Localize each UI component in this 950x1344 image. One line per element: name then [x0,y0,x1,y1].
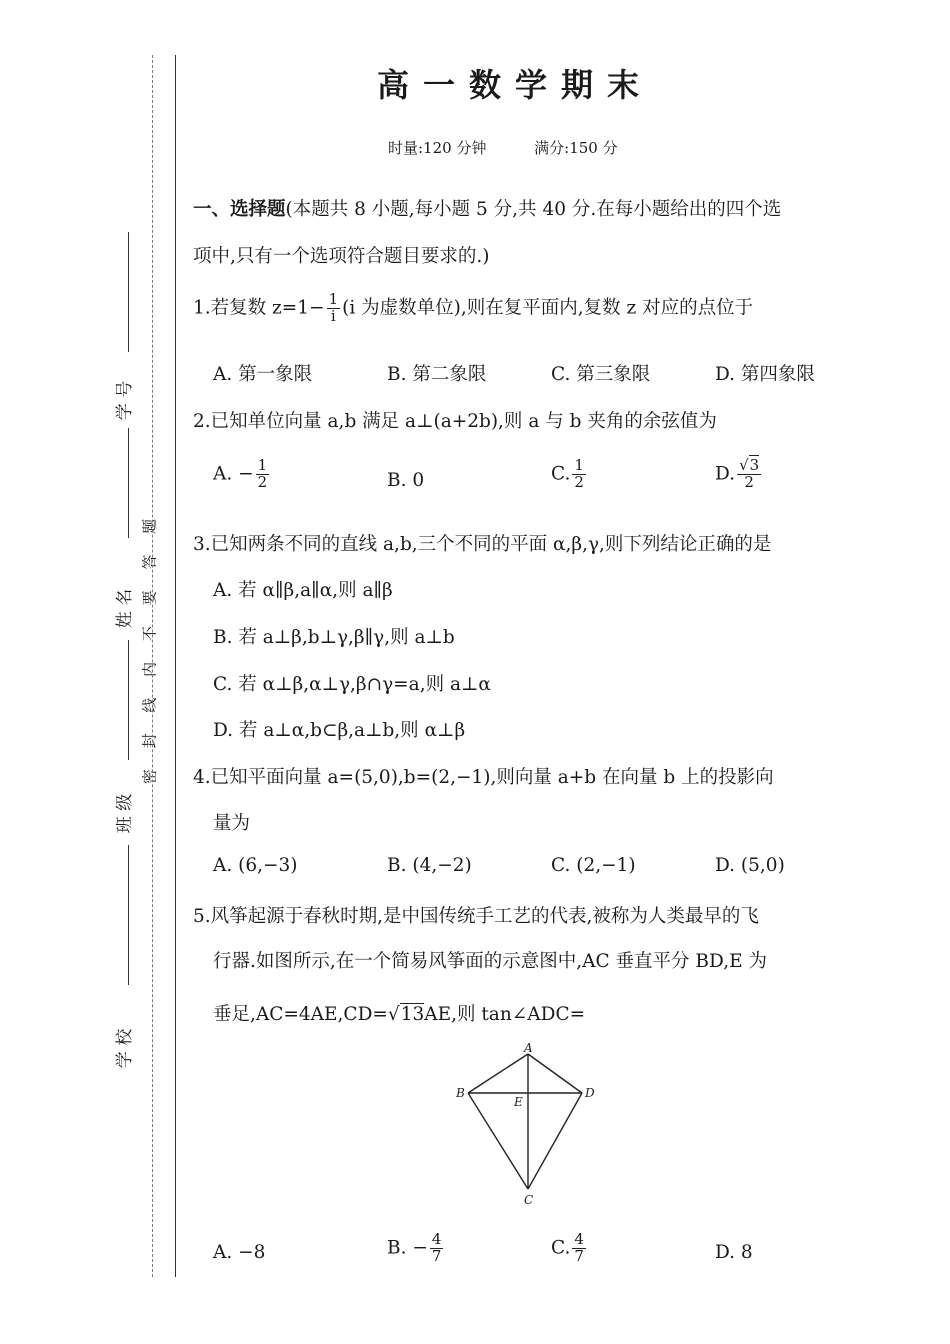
section-title: 一、选择题 [193,199,286,220]
seal-notice: 密 封 线 内 不 要 答 题 [140,510,159,785]
kite-edge-dc [528,1093,582,1189]
q2-option-d[interactable]: D. $\frac{√3}{2}$ [715,456,760,491]
question-2-stem: 2.已知单位向量 a,b 满足 a⊥(a+2b),则 a 与 b 夹角的余弦值为 [193,411,717,432]
kite-diagram [448,1042,608,1212]
q3-option-a[interactable]: A. 若 α∥β,a∥α,则 a∥β [213,580,393,601]
q1-option-c[interactable]: C. 第三象限 [551,364,651,385]
student-no-tail [128,428,129,538]
question-3-stem: 3.已知两条不同的直线 a,b,三个不同的平面 α,β,γ,则下列结论正确的是 [193,534,772,555]
binding-solid-line [175,55,176,1277]
kite-label-a: A [524,1042,533,1055]
q3-option-b[interactable]: B. 若 a⊥β,b⊥γ,β∥γ,则 a⊥b [213,627,455,648]
time-limit: 时量:120 分钟 [388,139,487,157]
section-desc-1: (本题共 8 小题,每小题 5 分,共 40 分.在每小题给出的四个选 [285,199,782,220]
q5-option-d[interactable]: D. 8 [715,1242,753,1263]
class-blank[interactable] [128,845,129,985]
q1-option-d[interactable]: D. 第四象限 [715,364,815,385]
q3-option-d[interactable]: D. 若 a⊥α,b⊂β,a⊥b,则 α⊥β [213,720,466,741]
q4-option-d[interactable]: D. (5,0) [715,855,785,876]
student-no-label: 学 号 [115,380,136,421]
q2-option-c[interactable]: C. $\frac{1}{2}$ [551,456,584,491]
name-blank[interactable] [128,640,129,760]
kite-label-e: E [514,1095,523,1109]
q4-option-a[interactable]: A. (6,−3) [213,855,298,876]
question-4-stem-1: 4.已知平面向量 a=(5,0),b=(2,−1),则向量 a+b 在向量 b 上的投影向 [193,767,774,788]
name-label: 姓 名 [115,588,136,629]
seal-dotted-line [152,55,153,1277]
q1-option-b[interactable]: B. 第二象限 [387,364,487,385]
q1-option-a[interactable]: A. 第一象限 [213,364,313,385]
student-no-blank[interactable] [128,232,129,352]
q5-option-c[interactable]: C. $\frac{4}{7}$ [551,1230,584,1265]
q4-option-b[interactable]: B. (4,−2) [387,855,472,876]
question-5-stem-3: 垂足,AC=4AE,CD=√13AE,则 tan∠ADC= [213,1004,586,1025]
q3-option-c[interactable]: C. 若 α⊥β,α⊥γ,β∩γ=a,则 a⊥α [213,674,491,695]
kite-label-c: C [524,1193,534,1207]
q5-option-b[interactable]: B. − $\frac{4}{7}$ [387,1230,442,1265]
q2-option-a[interactable]: A. − $\frac{1}{2}$ [213,456,268,491]
question-4-stem-2: 量为 [213,813,251,834]
section-heading [193,195,781,221]
full-score: 满分:150 分 [534,139,618,157]
school-label: 学 校 [115,1028,136,1069]
q2-option-b[interactable]: B. 0 [387,470,425,491]
kite-label-b: B [456,1086,465,1100]
q5-option-a[interactable]: A. −8 [213,1242,266,1263]
question-5-stem-1: 5.风筝起源于春秋时期,是中国传统手工艺的代表,被称为人类最早的飞 [193,906,759,927]
fraction: $\frac{1}{i}$ [328,290,339,325]
kite-edge-ad [528,1054,582,1093]
kite-label-d: D [585,1086,595,1100]
question-5-stem-2: 行器.如图所示,在一个简易风筝面的示意图中,AC 垂直平分 BD,E 为 [213,951,767,972]
class-label: 班 级 [115,793,136,834]
q4-option-c[interactable]: C. (2,−1) [551,855,636,876]
kite-edge-ab [468,1054,528,1093]
section-desc-2: 项中,只有一个选项符合题目要求的.) [193,246,490,267]
exam-title: 高一数学期末 [376,66,653,104]
exam-meta [388,137,618,158]
question-1-stem: 1.若复数 z=1− $\frac{1}{i}$ (i 为虚数单位),则在复平面内,复数 z 对应的点位于 [193,290,754,325]
